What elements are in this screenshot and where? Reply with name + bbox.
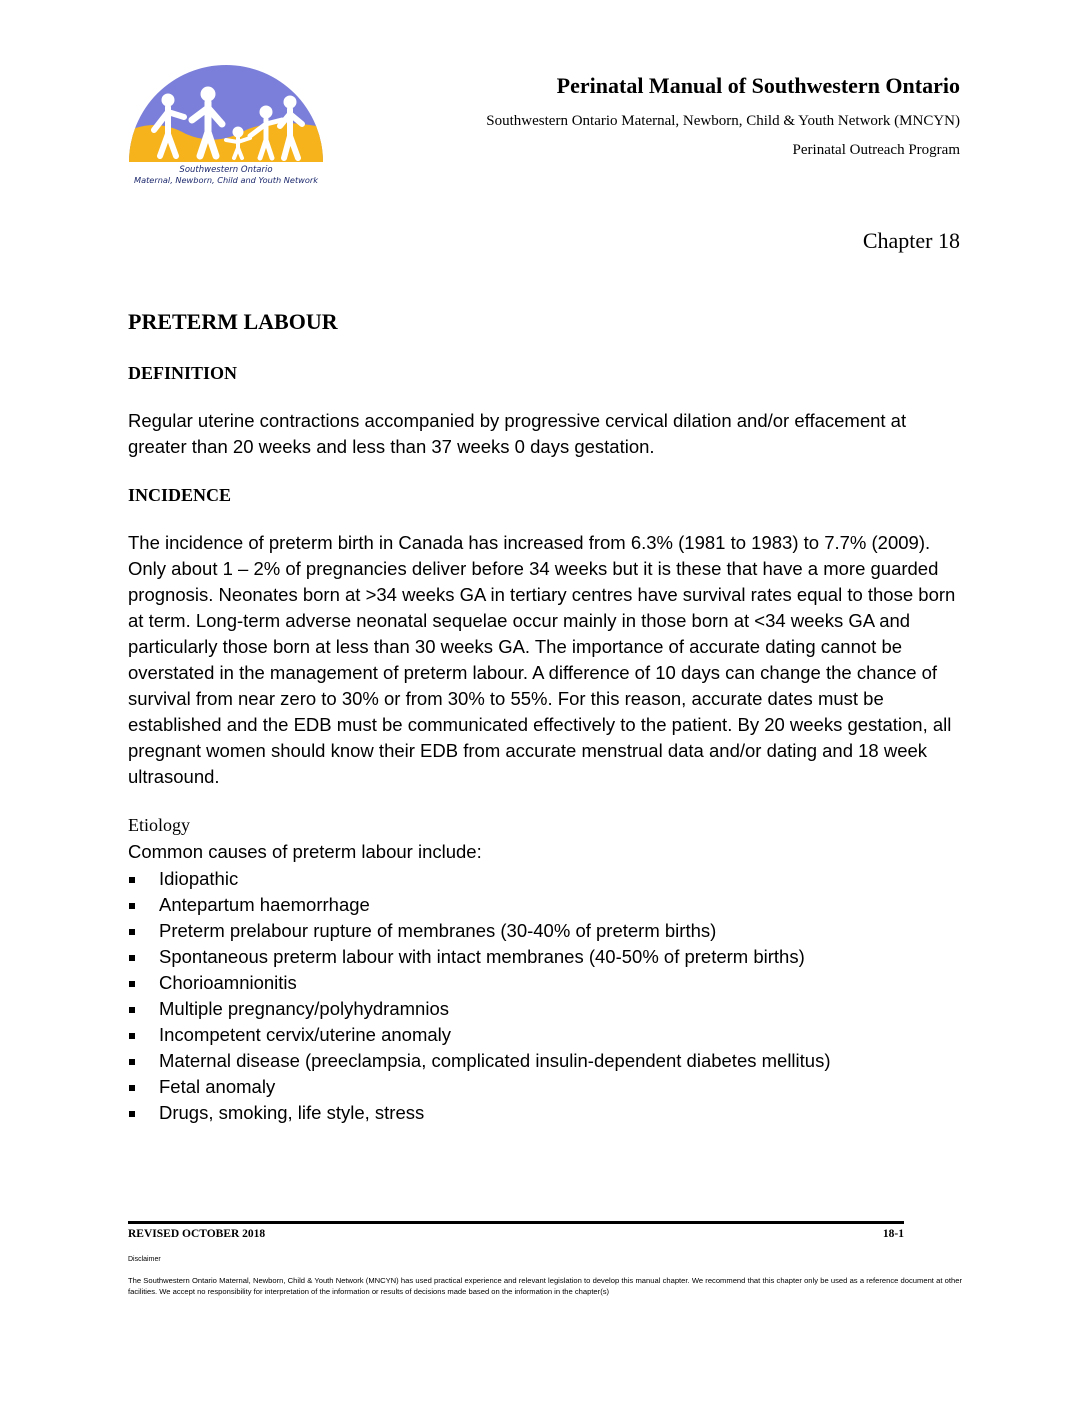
cause-text: Spontaneous preterm labour with intact membranes (40-50% of preterm births) bbox=[159, 946, 805, 967]
bullet-icon bbox=[129, 1007, 135, 1013]
program-name: Perinatal Outreach Program bbox=[792, 142, 960, 158]
disclaimer-text: The Southwestern Ontario Maternal, Newborn, Child & Youth Network (MNCYN) has used practical experience and relevant legislation to develop this manual chapter. We recommend that this chapter only be used as a reference document at other facilities. We accept no responsibility for interpretation of the information or results of decisions made based on the information in the chapter(s) bbox=[128, 1276, 962, 1296]
bullet-icon bbox=[129, 877, 135, 883]
cause-text: Drugs, smoking, life style, stress bbox=[159, 1102, 425, 1123]
bullet-icon bbox=[129, 903, 135, 909]
cause-text: Fetal anomaly bbox=[159, 1076, 276, 1097]
bullet-icon bbox=[129, 1059, 135, 1065]
list-item bbox=[128, 944, 831, 970]
list-item bbox=[128, 918, 831, 944]
chapter-label: Chapter 18 bbox=[862, 228, 960, 253]
bullet-icon bbox=[129, 1085, 135, 1091]
list-item bbox=[128, 1022, 831, 1048]
page-number: 18-1 bbox=[882, 1228, 904, 1240]
incidence-heading: INCIDENCE bbox=[128, 485, 232, 505]
network-logo bbox=[126, 62, 326, 186]
etiology-heading: Etiology bbox=[128, 815, 190, 835]
list-item bbox=[128, 1074, 831, 1100]
footer-divider bbox=[128, 1221, 904, 1224]
cause-text: Idiopathic bbox=[159, 868, 239, 889]
family-sun-logo-icon bbox=[126, 62, 326, 186]
cause-text: Preterm prelabour rupture of membranes (30-40% of preterm births) bbox=[159, 920, 717, 941]
list-item bbox=[128, 996, 831, 1022]
list-item bbox=[128, 866, 831, 892]
cause-text: Antepartum haemorrhage bbox=[159, 894, 370, 915]
cause-text: Incompetent cervix/uterine anomaly bbox=[159, 1024, 452, 1045]
list-item bbox=[128, 970, 831, 996]
etiology-intro: Common causes of preterm labour include: bbox=[128, 841, 482, 862]
network-subtitle: Southwestern Ontario Maternal, Newborn, Child & Youth Network (MNCYN) bbox=[486, 113, 960, 129]
bullet-icon bbox=[129, 1033, 135, 1039]
bullet-icon bbox=[129, 955, 135, 961]
disclaimer-label: Disclaimer bbox=[128, 1256, 161, 1263]
causes-list bbox=[128, 866, 831, 1126]
bullet-icon bbox=[129, 929, 135, 935]
cause-text: Maternal disease (preeclampsia, complicated insulin-dependent diabetes mellitus) bbox=[159, 1050, 831, 1071]
incidence-text: The incidence of preterm birth in Canada has increased from 6.3% (1981 to 1983) to 7.7% (2009). Only about 1 – 2% of pregnancies deliver before 34 weeks but it is these that have a more guarded prognosis. Neonates born at >34 weeks GA in tertiary centres have survival rates equal to those born at term. Long-term adverse neonatal sequelae occur mainly in those born at <34 weeks GA and particularly those born at less than 30 weeks GA. The importance of accurate dating cannot be overstated in the management of preterm labour. A difference of 10 days can change the chance of survival from near zero to 30% or from 30% to 55%. For this reason, accurate dates must be established and the EDB must be communicated effectively to the patient. By 20 weeks gestation, all pregnant women should know their EDB from accurate menstrual data and/or dating and 18 week ultrasound. bbox=[128, 532, 956, 787]
bullet-icon bbox=[129, 1111, 135, 1117]
manual-title: Perinatal Manual of Southwestern Ontario bbox=[556, 73, 960, 98]
list-item bbox=[128, 1048, 831, 1074]
definition-text: Regular uterine contractions accompanied by progressive cervical dilation and/or effacement at greater than 20 weeks and less than 37 weeks 0 days gestation. bbox=[128, 410, 907, 457]
page-title: PRETERM LABOUR bbox=[128, 309, 338, 334]
bullet-icon bbox=[129, 981, 135, 987]
logo-text-line2: Maternal, Newborn, Child and Youth Network bbox=[134, 175, 318, 185]
definition-heading: DEFINITION bbox=[128, 363, 238, 383]
list-item bbox=[128, 1100, 831, 1126]
revision-date: REVISED OCTOBER 2018 bbox=[128, 1228, 266, 1240]
cause-text: Chorioamnionitis bbox=[159, 972, 297, 993]
logo-text-line1: Southwestern Ontario bbox=[179, 165, 273, 175]
list-item bbox=[128, 892, 831, 918]
cause-text: Multiple pregnancy/polyhydramnios bbox=[159, 998, 449, 1019]
